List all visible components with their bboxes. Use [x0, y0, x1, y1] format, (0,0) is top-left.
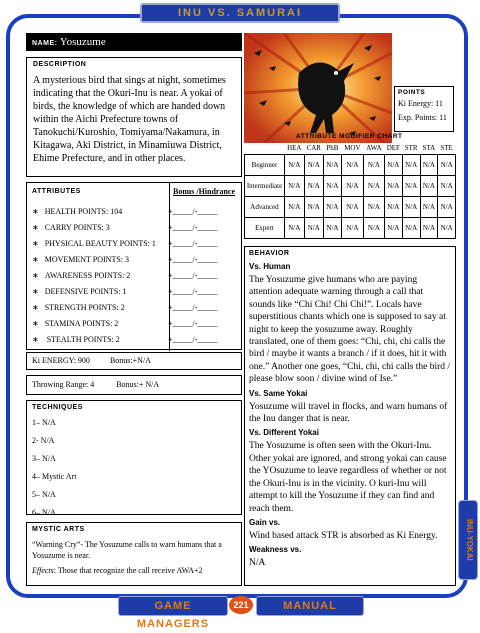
attribute-beauty: PHYSICAL BEAUTY POINTS: 1 — [44, 239, 156, 248]
footer-right: MANUAL — [256, 596, 364, 616]
modifier-col: HEA — [287, 144, 302, 152]
technique-4: 4– Mystic Art — [32, 472, 77, 481]
attribute-awareness: AWARENESS POINTS: 2 — [44, 271, 131, 280]
technique-3: 3– N/A — [32, 454, 56, 463]
bonus-blank: +_____/-_____ — [168, 255, 218, 264]
modifier-cell: N/A — [420, 155, 438, 176]
attribute-row: ∗ AWARENESS POINTS: 2 +_____/-_____ — [32, 271, 218, 280]
modifier-cell: N/A — [285, 218, 305, 239]
points-box — [394, 86, 454, 132]
attributes-label: ATTRIBUTES — [32, 188, 81, 195]
bonus-blank: +_____/-_____ — [168, 303, 218, 312]
attribute-carry: CARRY POINTS: 3 — [44, 223, 110, 232]
attribute-health: HEALTH POINTS: 104 — [44, 207, 123, 216]
behavior-text-same: Yosuzume will travel in flocks, and warn humans of the Inu danger that is near. — [249, 401, 448, 425]
name-label: NAME: — [32, 40, 58, 47]
bonus-blank: +_____/-_____ — [168, 207, 218, 216]
behavior-heading-weakness: Weakness vs. — [249, 545, 302, 555]
behavior-heading-human: Vs. Human — [249, 262, 291, 271]
technique-2: 2- N/A — [32, 436, 55, 445]
modifier-header-row — [245, 142, 456, 155]
mystic-arts-box — [26, 522, 242, 586]
attribute-row: ∗ STEALTH POINTS: 2 +_____/-_____ — [32, 335, 218, 344]
bonus-blank: +_____/-_____ — [168, 287, 218, 296]
modifier-cell: N/A — [363, 155, 384, 176]
modifier-cell: N/A — [420, 176, 438, 197]
modifier-cell: N/A — [304, 155, 324, 176]
attribute-row: ∗ CARRY POINTS: 3 +_____/-_____ — [32, 223, 218, 232]
modifier-cell: N/A — [384, 155, 402, 176]
modifier-cell: N/A — [438, 176, 456, 197]
description-box — [26, 57, 242, 177]
modifier-cell: N/A — [402, 218, 420, 239]
modifier-cell: N/A — [438, 197, 456, 218]
modifier-cell: N/A — [341, 197, 363, 218]
modifier-cell: N/A — [304, 197, 324, 218]
bonus-blank: +_____/-_____ — [168, 223, 218, 232]
modifier-cell: N/A — [363, 218, 384, 239]
attribute-strength: STRENGTH POINTS: 2 — [44, 303, 125, 312]
behavior-heading-same: Vs. Same Yokai — [249, 388, 308, 398]
throwing-range-box — [26, 375, 242, 395]
modifier-cell: N/A — [285, 197, 305, 218]
footer — [118, 596, 362, 630]
modifier-row-name: Intermediate — [245, 176, 285, 197]
modifier-cell: N/A — [324, 176, 342, 197]
attribute-row: ∗ HEALTH POINTS: 104 +_____/-_____ — [32, 207, 218, 216]
description-label: DESCRIPTION — [33, 61, 87, 68]
modifier-table — [244, 142, 456, 239]
behavior-text-weakness: N/A — [249, 558, 266, 569]
modifier-cell: N/A — [285, 176, 305, 197]
technique-1: 1– N/A — [32, 418, 56, 427]
modifier-row — [245, 155, 456, 176]
modifier-cell: N/A — [438, 155, 456, 176]
modifier-row-name: Expert — [245, 218, 285, 239]
behavior-label: BEHAVIOR — [249, 250, 290, 257]
technique-6: 6– N/A — [32, 508, 56, 517]
modifier-cell: N/A — [324, 155, 342, 176]
bonus-blank: +_____/-_____ — [168, 335, 218, 344]
modifier-cell: N/A — [402, 197, 420, 218]
attribute-row: ∗ PHYSICAL BEAUTY POINTS: 1 +_____/-_____ — [32, 239, 218, 248]
ki-energy-box — [26, 352, 242, 370]
modifier-col: AWA — [366, 144, 382, 152]
name-bar — [26, 33, 242, 51]
points-ki: Ki Energy: 11 — [398, 99, 443, 108]
modifier-cell: N/A — [324, 197, 342, 218]
points-exp: Exp. Points: 11 — [398, 113, 447, 122]
modifier-cell: N/A — [341, 155, 363, 176]
modifier-col: PhB — [326, 144, 339, 152]
modifier-cell: N/A — [420, 197, 438, 218]
techniques-label: TECHNIQUES — [32, 404, 83, 411]
behavior-heading-gain: Gain vs. — [249, 517, 281, 527]
side-tab: INU-YOKAI — [458, 500, 478, 580]
modifier-col: CAR — [306, 144, 321, 152]
modifier-cell: N/A — [304, 176, 324, 197]
modifier-cell: N/A — [363, 176, 384, 197]
modifier-col: STE — [440, 144, 453, 152]
points-label: POINTS — [398, 89, 426, 96]
attribute-row: ∗ STRENGTH POINTS: 2 +_____/-_____ — [32, 303, 218, 312]
throwing-range-bonus: Bonus:+ N/A — [116, 380, 160, 389]
bonus-hindrance-label: Bonus /Hindrance — [173, 187, 236, 196]
mystic-arts-text: “Warning Cry”- The Yosuzume calls to warn humans that a Yosuzume is near. — [32, 540, 222, 560]
effects-text: : Those that recognize the call receive AWA+2 — [53, 566, 203, 575]
modifier-col: STA — [422, 144, 436, 152]
modifier-cell: N/A — [324, 218, 342, 239]
attributes-box — [26, 182, 242, 350]
attribute-row: ∗ MOVEMENT POINTS: 3 +_____/-_____ — [32, 255, 218, 264]
behavior-text-gain: Wind based attack STR is absorbed as Ki Energy. — [249, 530, 438, 541]
modifier-cell: N/A — [363, 197, 384, 218]
behavior-heading-different: Vs. Different Yokai — [249, 428, 319, 438]
modifier-cell: N/A — [402, 155, 420, 176]
modifier-label: ATTRIBUTE MODIFIER CHART — [296, 133, 403, 140]
effects-label: Effects — [32, 566, 54, 575]
throwing-range-value: Throwing Range: 4 — [32, 380, 95, 389]
footer-left: GAME MANAGERS — [118, 596, 228, 616]
behavior-box — [244, 246, 456, 586]
techniques-box — [26, 400, 242, 515]
modifier-row-name: Beginner — [245, 155, 285, 176]
attribute-defensive: DEFENSIVE POINTS: 1 — [44, 287, 127, 296]
modifier-cell: N/A — [420, 218, 438, 239]
bonus-blank: +_____/-_____ — [168, 271, 218, 280]
modifier-cell: N/A — [384, 176, 402, 197]
modifier-cell: N/A — [341, 176, 363, 197]
yosuzume-illustration — [244, 33, 392, 143]
bonus-blank: +_____/-_____ — [168, 239, 218, 248]
modifier-cell: N/A — [384, 197, 402, 218]
modifier-cell: N/A — [304, 218, 324, 239]
technique-5: 5– N/A — [32, 490, 56, 499]
modifier-col: STR — [404, 144, 418, 152]
attribute-row: ∗ STAMINA POINTS: 2 +_____/-_____ — [32, 319, 218, 328]
page-number: 221 — [229, 596, 253, 614]
modifier-row — [245, 197, 456, 218]
ki-energy-bonus: Bonus:+N/A — [109, 356, 151, 365]
attribute-stamina: STAMINA POINTS: 2 — [44, 319, 119, 328]
modifier-row-name: Advanced — [245, 197, 285, 218]
behavior-text-different: The Yosuzume is often seen with the Okuri-Inu. Other yokai are ignored, and strong yokai can cause the YOsuzume to leave regardless of whether or not the Okuri-Inu is in the vicinity. O kuri-Inu will attempt to kill the Yosuzume if they can find and reach them. — [249, 441, 447, 514]
modifier-cell: N/A — [438, 218, 456, 239]
modifier-row — [245, 176, 456, 197]
modifier-cell: N/A — [402, 176, 420, 197]
mystic-arts-label: MYSTIC ARTS — [32, 526, 85, 533]
modifier-cell: N/A — [285, 155, 305, 176]
attribute-stealth: STEALTH POINTS: 2 — [46, 335, 120, 344]
behavior-text-human: The Yosuzume give humans who are paying attention adequate warning through a call that sounds like “Chi Chi! Chi Chi!”. Locals have superstitious chants which one is supposed to say at night to keep the yosuzume away. Roughly translated, one of them goes: “Chi, chi, chi calls the bird / maybe it wants a branch / if it does, hit it with one.” Another one goes, “Chi, chi, chi calls the bird / please blow soon / divine wind of Ise.” — [249, 275, 451, 385]
attribute-row: ∗ DEFENSIVE POINTS: 1 +_____/-_____ — [32, 287, 218, 296]
attribute-movement: MOVEMENT POINTS: 3 — [44, 255, 130, 264]
bonus-blank: +_____/-_____ — [168, 319, 218, 328]
modifier-cell: N/A — [384, 218, 402, 239]
mystic-arts-effects — [32, 565, 236, 576]
modifier-col: DEF — [386, 144, 400, 152]
modifier-col: MOV — [344, 144, 361, 152]
modifier-row — [245, 218, 456, 239]
ki-energy-value: Ki ENERGY: 900 — [32, 356, 90, 365]
header-title: INU VS. SAMURAI — [140, 3, 340, 23]
modifier-cell: N/A — [341, 218, 363, 239]
description-text: A mysterious bird that sings at night, sometimes indicating that the Okuri-Inu is near. A yokai of birds, the knowledge of which are handed down within the Aichi Prefecture towns of Tanokuchi/Kuroshio, Tomiyama/Nakamura, in Kitagawa, Aki District, in Minamiuwa District, Ehime Prefecture, and in other places. — [33, 75, 226, 164]
name-value: Yosuzume — [59, 36, 106, 48]
